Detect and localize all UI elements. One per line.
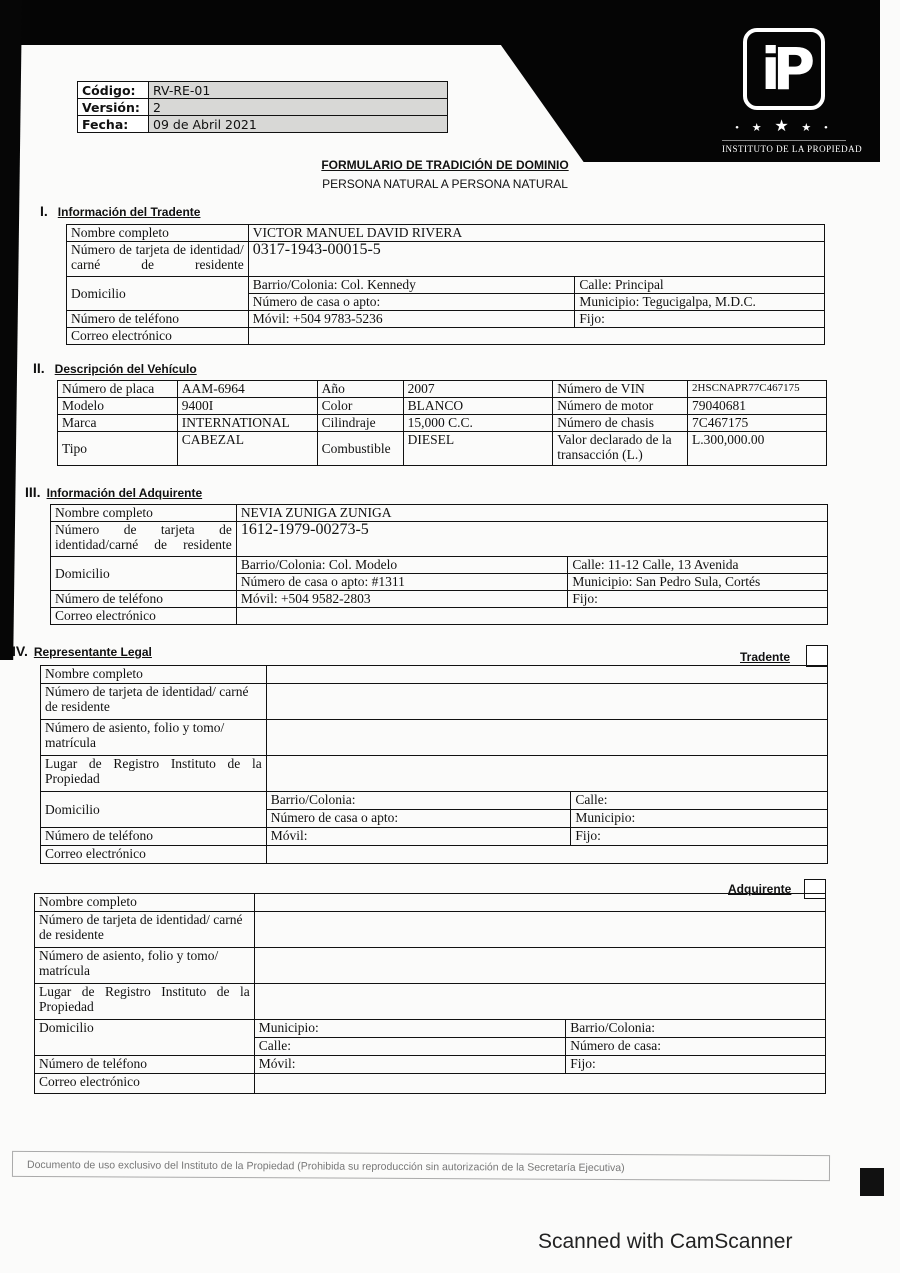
- adquirente-fijo[interactable]: Fijo:: [568, 591, 828, 608]
- vehicle-value[interactable]: L.300,000.00: [688, 432, 827, 466]
- tradente-correo-label: Correo electrónico: [67, 328, 249, 345]
- version-value: 2: [149, 99, 448, 116]
- code-value: RV-RE-01: [149, 82, 448, 99]
- rep-tradente-fijo[interactable]: Fijo:: [571, 828, 828, 846]
- vehicle-label: Tipo: [58, 432, 178, 466]
- rep-tradente-id-label: Número de tarjeta de identidad/ carné de residente: [41, 684, 267, 720]
- tradente-role-label: Tradente: [740, 650, 791, 664]
- rep-adquirente-calle[interactable]: Calle:: [254, 1038, 566, 1056]
- vehicle-value[interactable]: 2007: [403, 381, 553, 398]
- vehicle-label: Marca: [58, 415, 178, 432]
- vehicle-label: Combustible: [317, 432, 403, 466]
- rep-tradente-municipio[interactable]: Municipio:: [571, 810, 828, 828]
- rep-adquirente-correo-label: Correo electrónico: [35, 1074, 255, 1094]
- vehicle-label: Valor declarado de la transacción (L.): [553, 432, 688, 466]
- tradente-calle[interactable]: Calle: Principal: [575, 277, 825, 294]
- adquirente-telefono-label: Número de teléfono: [51, 591, 237, 608]
- tradente-barrio[interactable]: Barrio/Colonia: Col. Kennedy: [248, 277, 575, 294]
- section-1-heading: [40, 203, 200, 219]
- rep-tradente-lugar-value[interactable]: [266, 756, 827, 792]
- section-4-heading: [12, 643, 152, 659]
- tradente-telefono-label: Número de teléfono: [67, 311, 249, 328]
- vehicle-label: Número de placa: [58, 381, 178, 398]
- vehicle-value[interactable]: BLANCO: [403, 398, 553, 415]
- vehicle-value[interactable]: 2HSCNAPR77C467175: [688, 381, 827, 398]
- vehicle-label: Número de motor: [553, 398, 688, 415]
- rep-tradente-nombre-value[interactable]: [266, 666, 827, 684]
- adquirente-id-value[interactable]: 1612-1979-00273-5: [236, 522, 827, 557]
- code-row: [78, 82, 448, 99]
- vehicle-value[interactable]: CABEZAL: [177, 432, 317, 466]
- tradente-movil[interactable]: Móvil: +504 9783-5236: [248, 311, 575, 328]
- scan-left-edge: [0, 0, 22, 660]
- adquirente-barrio[interactable]: Barrio/Colonia: Col. Modelo: [236, 557, 568, 574]
- rep-adquirente-lugar-label: Lugar de Registro Instituto de la Propiedad: [35, 984, 255, 1020]
- tradente-id-value[interactable]: 0317-1943-00015-5: [248, 242, 824, 277]
- vehicle-value[interactable]: 79040681: [688, 398, 827, 415]
- vehicle-row: [58, 398, 827, 415]
- adquirente-correo-label: Correo electrónico: [51, 608, 237, 625]
- rep-adquirente-asiento-value[interactable]: [254, 948, 825, 984]
- adquirente-nombre-value[interactable]: NEVIA ZUNIGA ZUNIGA: [236, 505, 827, 522]
- date-value: 09 de Abril 2021: [149, 116, 448, 133]
- rep-tradente-asiento-label: Número de asiento, folio y tomo/ matrícula: [41, 720, 267, 756]
- rep-adquirente-casa[interactable]: Número de casa:: [566, 1038, 826, 1056]
- camscanner-watermark: Scanned with CamScanner: [538, 1230, 793, 1253]
- tradente-correo-value[interactable]: [248, 328, 824, 345]
- footer-notice: Documento de uso exclusivo del Instituto de la Propiedad (Prohibida su reproducción sin autorización de la Secretaría Ejecutiva): [12, 1151, 830, 1181]
- rep-tradente-id-value[interactable]: [266, 684, 827, 720]
- tradente-fijo[interactable]: Fijo:: [575, 311, 825, 328]
- scan-marker: [860, 1168, 884, 1196]
- vehicle-value[interactable]: 7C467175: [688, 415, 827, 432]
- vehicle-label: Año: [317, 381, 403, 398]
- vehicle-row: [58, 432, 827, 466]
- section-4-number: IV.: [12, 643, 28, 659]
- version-row: [78, 99, 448, 116]
- section-3-number: III.: [25, 484, 41, 500]
- section-3-title: Información del Adquirente: [46, 486, 203, 500]
- rep-tradente-casa[interactable]: Número de casa o apto:: [266, 810, 571, 828]
- logo-stars-icon: • ★ ★ ★ •: [735, 118, 833, 135]
- rep-adquirente-nombre-label: Nombre completo: [35, 894, 255, 912]
- vehicle-row: [58, 381, 827, 398]
- rep-adquirente-id-label: Número de tarjeta de identidad/ carné de residente: [35, 912, 255, 948]
- tradente-casa[interactable]: Número de casa o apto:: [248, 294, 575, 311]
- date-label: Fecha:: [78, 116, 149, 133]
- rep-adquirente-lugar-value[interactable]: [254, 984, 825, 1020]
- vehicle-value[interactable]: 15,000 C.C.: [403, 415, 553, 432]
- section-1-number: I.: [40, 203, 48, 219]
- rep-adquirente-correo-value[interactable]: [254, 1074, 825, 1094]
- rep-tradente-correo-value[interactable]: [266, 846, 827, 864]
- rep-tradente-movil[interactable]: Móvil:: [266, 828, 571, 846]
- tradente-domicilio-label: Domicilio: [67, 277, 249, 311]
- rep-tradente-correo-label: Correo electrónico: [41, 846, 267, 864]
- rep-tradente-nombre-label: Nombre completo: [41, 666, 267, 684]
- adquirente-correo-value[interactable]: [236, 608, 827, 625]
- form-subtitle: PERSONA NATURAL A PERSONA NATURAL: [322, 177, 568, 191]
- section-2-title: Descripción del Vehículo: [54, 362, 197, 376]
- vehicle-label: Color: [317, 398, 403, 415]
- tradente-municipio[interactable]: Municipio: Tegucigalpa, M.D.C.: [575, 294, 825, 311]
- logo-name: INSTITUTO DE LA PROPIEDAD: [722, 140, 846, 154]
- vehicle-label: Modelo: [58, 398, 178, 415]
- logo-ip-icon: iP: [743, 28, 825, 110]
- adquirente-id-label: Número de tarjeta de identidad/carné de residente: [51, 522, 237, 557]
- rep-adquirente-nombre-value[interactable]: [254, 894, 825, 912]
- vehicle-value[interactable]: INTERNATIONAL: [177, 415, 317, 432]
- section-3-heading: [25, 484, 202, 500]
- form-title: FORMULARIO DE TRADICIÓN DE DOMINIO: [321, 158, 569, 172]
- vehicle-label: Número de VIN: [553, 381, 688, 398]
- vehicle-value[interactable]: DIESEL: [403, 432, 553, 466]
- rep-tradente-telefono-label: Número de teléfono: [41, 828, 267, 846]
- rep-tradente-barrio[interactable]: Barrio/Colonia:: [266, 792, 571, 810]
- section-2-heading: [33, 360, 197, 376]
- tradente-nombre-value[interactable]: VICTOR MANUEL DAVID RIVERA: [248, 225, 824, 242]
- tradente-checkbox[interactable]: [806, 645, 828, 667]
- rep-adquirente-fijo[interactable]: Fijo:: [566, 1056, 826, 1074]
- rep-adquirente-asiento-label: Número de asiento, folio y tomo/ matrícula: [35, 948, 255, 984]
- adquirente-nombre-label: Nombre completo: [51, 505, 237, 522]
- rep-tradente-asiento-value[interactable]: [266, 720, 827, 756]
- adquirente-municipio[interactable]: Municipio: San Pedro Sula, Cortés: [568, 574, 828, 591]
- vehicle-label: Cilindraje: [317, 415, 403, 432]
- vehicle-label: Número de chasis: [553, 415, 688, 432]
- rep-adquirente-table: [34, 893, 826, 1094]
- rep-adquirente-telefono-label: Número de teléfono: [35, 1056, 255, 1074]
- rep-tradente-calle[interactable]: Calle:: [571, 792, 828, 810]
- adquirente-table: [50, 504, 828, 625]
- vehicle-row: [58, 415, 827, 432]
- vehicle-table: [57, 380, 827, 466]
- adquirente-role-label: Adquirente: [728, 882, 792, 896]
- institute-logo: [722, 28, 863, 154]
- rep-adquirente-id-value[interactable]: [254, 912, 825, 948]
- vehicle-value[interactable]: 9400I: [177, 398, 317, 415]
- rep-adquirente-municipio[interactable]: Municipio:: [254, 1020, 566, 1038]
- tradente-nombre-label: Nombre completo: [67, 225, 249, 242]
- adquirente-movil[interactable]: Móvil: +504 9582-2803: [236, 591, 568, 608]
- adquirente-casa[interactable]: Número de casa o apto: #1311: [236, 574, 568, 591]
- rep-adquirente-domicilio-label: Domicilio: [35, 1020, 255, 1056]
- rep-tradente-table: [40, 665, 828, 864]
- tradente-id-label: Número de tarjeta de identidad/ carné de residente: [67, 242, 249, 277]
- code-label: Código:: [78, 82, 149, 99]
- adquirente-domicilio-label: Domicilio: [51, 557, 237, 591]
- tradente-table: [66, 224, 825, 345]
- section-1-title: Información del Tradente: [57, 205, 201, 219]
- rep-adquirente-barrio[interactable]: Barrio/Colonia:: [566, 1020, 826, 1038]
- document-code-table: [77, 81, 448, 133]
- rep-adquirente-movil[interactable]: Móvil:: [254, 1056, 566, 1074]
- date-row: [78, 116, 448, 133]
- rep-tradente-lugar-label: Lugar de Registro Instituto de la Propiedad: [41, 756, 267, 792]
- section-4-title: Representante Legal: [33, 645, 152, 659]
- rep-tradente-domicilio-label: Domicilio: [41, 792, 267, 828]
- version-label: Versión:: [78, 99, 149, 116]
- section-2-number: II.: [33, 360, 45, 376]
- vehicle-value[interactable]: AAM-6964: [177, 381, 317, 398]
- adquirente-calle[interactable]: Calle: 11-12 Calle, 13 Avenida: [568, 557, 828, 574]
